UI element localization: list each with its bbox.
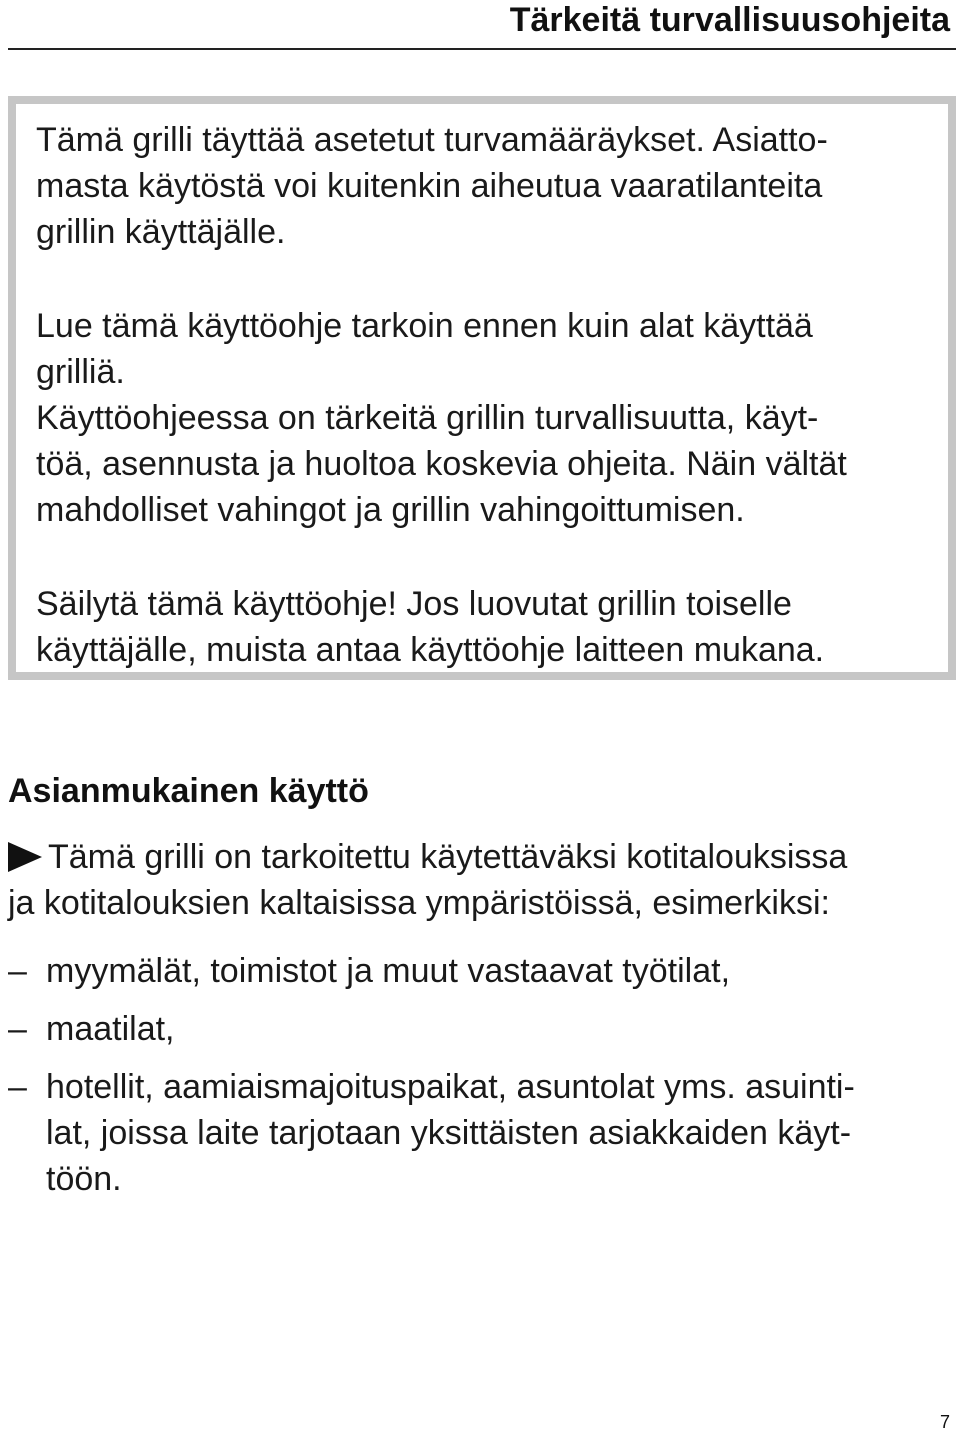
text-line: mahdolliset vahingot ja grillin vahingoittumisen. (36, 491, 745, 529)
dash-marker: – (8, 1068, 27, 1106)
intro-text: Tämä grilli on tarkoitettu käytettäväksi kotitalouksissa (48, 838, 848, 876)
list-item-text: hotellit, aamiaismajoituspaikat, asuntolat yms. asuinti- (46, 1068, 855, 1106)
intro-line: ja kotitalouksien kaltaisissa ympäristöissä, esimerkiksi: (8, 884, 830, 922)
section-intro (8, 834, 847, 926)
list-item (8, 1064, 855, 1202)
text-line: grillin käyttäjälle. (36, 213, 286, 251)
text-line: käyttäjälle, muista antaa käyttöohje laitteen mukana. (36, 631, 825, 669)
list-item-text: myymälät, toimistot ja muut vastaavat työtilat, (46, 952, 731, 990)
notice-paragraph-3 (36, 581, 824, 673)
usage-list (8, 948, 855, 1214)
text-line: masta käytöstä voi kuitenkin aiheutua vaaratilanteita (36, 167, 823, 205)
section-heading: Asianmukainen käyttö (8, 772, 369, 810)
arrow-right-icon (8, 842, 42, 872)
list-item (8, 948, 855, 994)
text-line: Säilytä tämä käyttöohje! Jos luovutat grillin toiselle (36, 585, 792, 623)
intro-line (8, 834, 847, 880)
text-line: Tämä grilli täyttää asetetut turvamääräykset. Asiatto- (36, 121, 828, 159)
text-line: Käyttöohjeessa on tärkeitä grillin turvallisuutta, käyt- (36, 399, 819, 437)
list-item (8, 1006, 855, 1052)
notice-paragraph-1 (36, 117, 828, 255)
text-line: grilliä. (36, 353, 125, 391)
list-item-text: lat, joissa laite tarjotaan yksittäisten asiakkaiden käyt- (46, 1114, 852, 1152)
page-number: 7 (939, 1412, 950, 1432)
text-line: töä, asennusta ja huoltoa koskevia ohjeita. Näin vältät (36, 445, 847, 483)
text-line: Lue tämä käyttöohje tarkoin ennen kuin alat käyttää (36, 307, 813, 345)
list-item-text: maatilat, (46, 1010, 175, 1048)
notice-paragraph-2 (36, 303, 847, 533)
list-item-text: töön. (46, 1160, 122, 1198)
dash-marker: – (8, 952, 27, 990)
page-header-title: Tärkeitä turvallisuusohjeita (509, 1, 950, 39)
safety-notice-box (8, 96, 956, 680)
header-divider (8, 48, 956, 50)
dash-marker: – (8, 1010, 27, 1048)
